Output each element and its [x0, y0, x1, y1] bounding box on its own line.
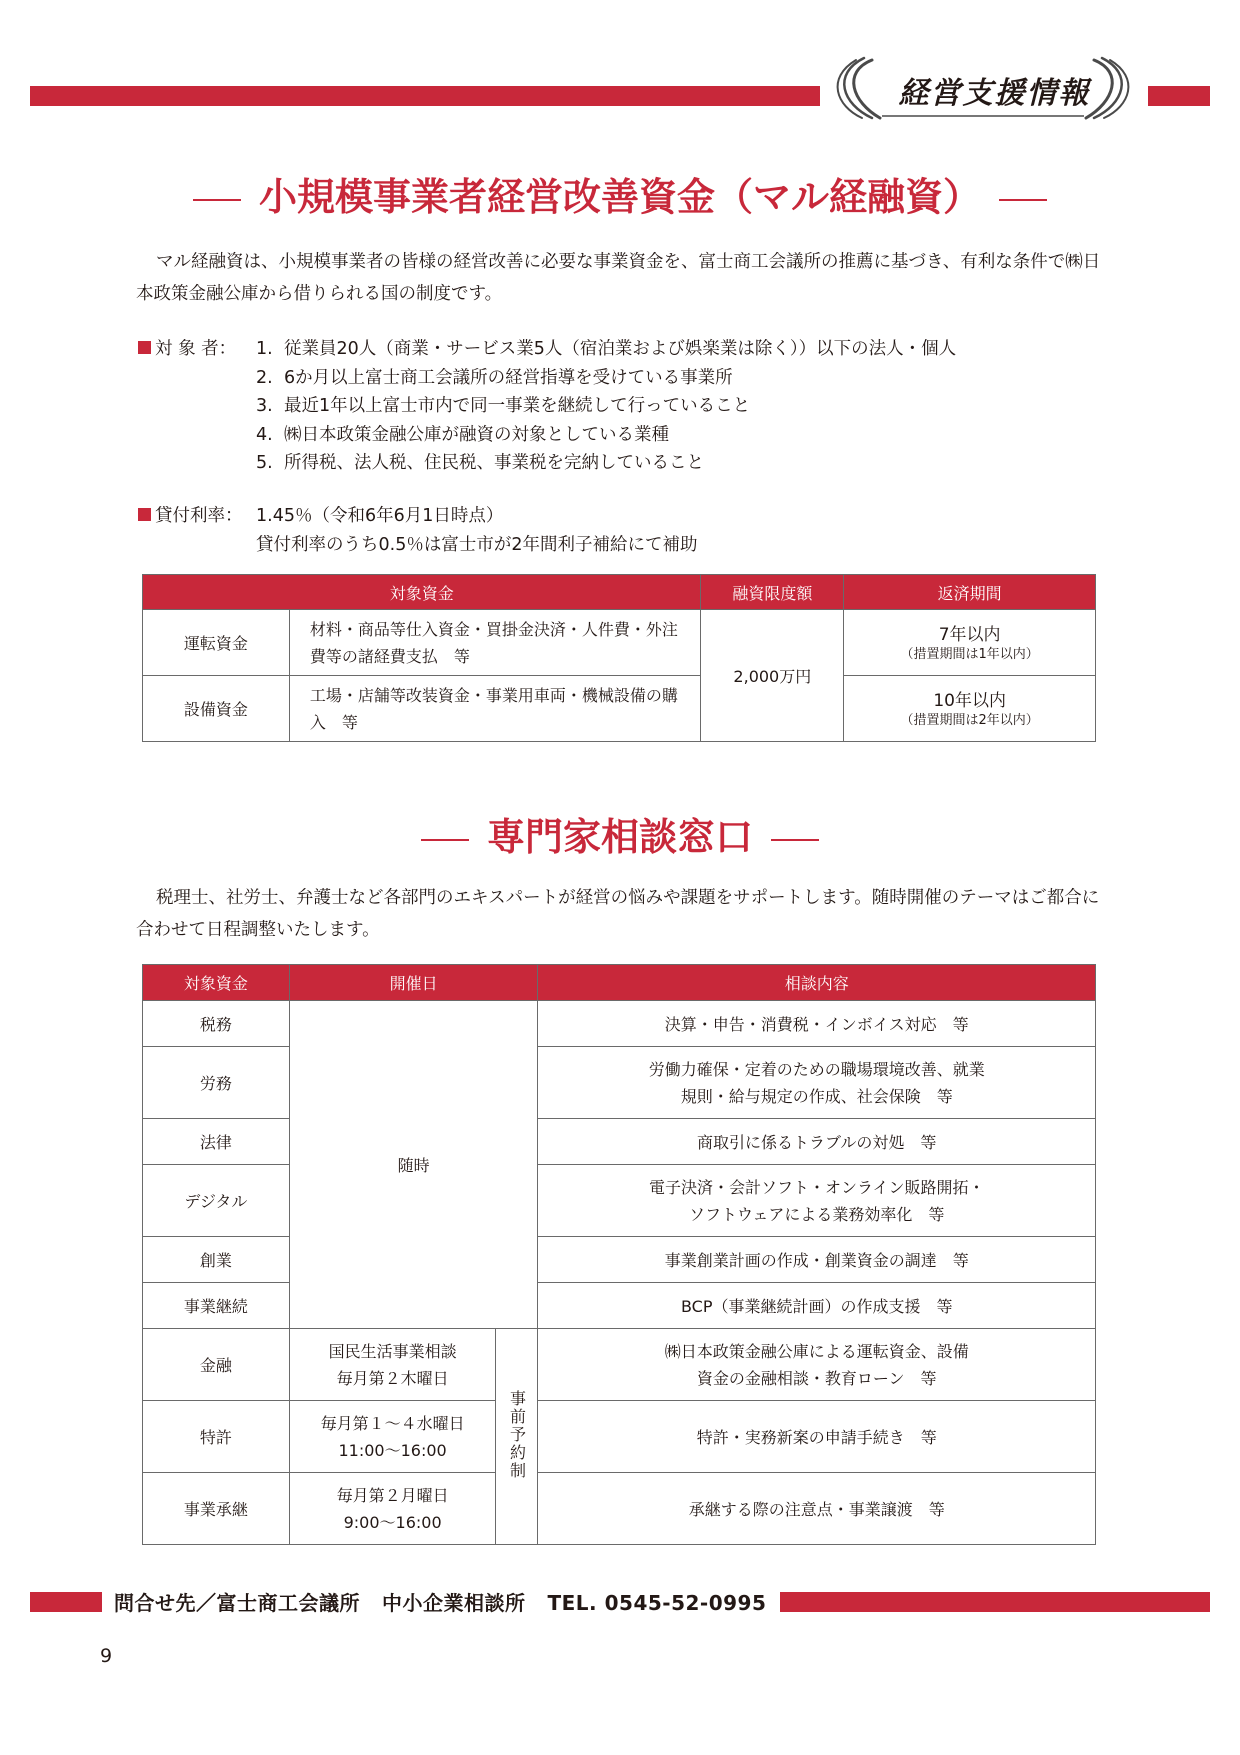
section1-title [0, 166, 1240, 221]
loan-row [143, 610, 1096, 676]
consult-date-line2: 9:00～16:00 [343, 1512, 442, 1532]
section2-title-text: 専門家相談窓口 [486, 815, 753, 859]
consult-type: デジタル [143, 1165, 290, 1237]
header-bar-right [1148, 86, 1210, 106]
loan-type: 運転資金 [143, 610, 290, 676]
consult-header-type: 対象資金 [143, 965, 290, 1001]
loan-type: 設備資金 [143, 676, 290, 742]
header-badge [822, 52, 1144, 122]
section2-title [0, 806, 1240, 861]
consult-header-date: 開催日 [289, 965, 538, 1001]
consult-type: 税務 [143, 1001, 290, 1047]
title-dash-left [421, 839, 469, 841]
rate-row [138, 502, 697, 531]
consult-row [143, 1165, 1096, 1237]
target-text: 所得税、法人税、住民税、事業税を完納していること [284, 453, 704, 473]
loan-desc: 材料・商品等仕入資金・買掛金決済・人件費・外注費等の諸経費支払 等 [289, 610, 701, 676]
target-row-2 [138, 364, 956, 393]
consult-content: 労働力確保・定着のための職場環境改善、就業規則・給与規定の作成、社会保険 等 [538, 1047, 1096, 1119]
loan-period-note: （措置期間は1年以内） [900, 647, 1039, 662]
consult-date-line1: 毎月第２月曜日 [336, 1485, 449, 1505]
loan-period: 7年以内 [938, 625, 1001, 645]
header-bar-left [30, 86, 820, 106]
consult-date-line1: 毎月第１～４水曜日 [320, 1413, 465, 1433]
consult-reservation: 事前予約制 [507, 1389, 527, 1480]
consult-content: 商取引に係るトラブルの対処 等 [538, 1119, 1096, 1165]
consult-content: 事業創業計画の作成・創業資金の調達 等 [538, 1237, 1096, 1283]
target-num: 1. [256, 339, 273, 359]
footer-bar-left [30, 1592, 102, 1612]
rate-note-row [138, 531, 697, 560]
consult-row [143, 1329, 1096, 1401]
consult-anytime: 随時 [289, 1001, 538, 1329]
target-text: ㈱日本政策金融公庫が融資の対象としている業種 [284, 424, 669, 445]
consult-reservation-cell [496, 1329, 538, 1545]
target-row-5 [138, 449, 956, 478]
target-list [138, 335, 956, 478]
target-num: 2. [256, 367, 273, 388]
target-text: 最近1年以上富士市内で同一事業を継続して行っていること [284, 396, 751, 416]
consult-type: 労務 [143, 1047, 290, 1119]
loan-period-note: （措置期間は2年以内） [900, 713, 1039, 728]
target-row-1 [138, 335, 956, 364]
title-dash-right [771, 839, 819, 841]
consult-content: ㈱日本政策金融公庫による運転資金、設備資金の金融相談・教育ローン 等 [538, 1329, 1096, 1401]
loan-header-type: 対象資金 [143, 575, 701, 610]
section1-intro [136, 246, 1108, 310]
consult-date-line2: 11:00～16:00 [338, 1440, 447, 1460]
loan-period: 10年以内 [933, 691, 1006, 711]
footer-office: 中小企業相談所 [382, 1591, 526, 1615]
header-category: 経営支援情報 [898, 76, 1091, 111]
bullet-square-icon [138, 508, 151, 521]
consult-content: 電子決済・会計ソフト・オンライン販路開拓・ソフトウェアによる業務効率化 等 [538, 1165, 1096, 1237]
loan-period-cell [844, 676, 1096, 742]
target-num: 5. [256, 453, 273, 473]
target-label: 対 象 者： [155, 339, 237, 359]
bullet-square-icon [138, 341, 151, 354]
consult-type: 事業承継 [143, 1473, 290, 1545]
consult-table [142, 964, 1096, 1545]
consult-date-line2: 毎月第２木曜日 [336, 1368, 449, 1388]
section1-title-text: 小規模事業者経営改善資金（マル経融資） [258, 175, 981, 219]
consult-row [143, 1401, 1096, 1473]
target-text: 従業員20人（商業・サービス業5人（宿泊業および娯楽業は除く））以下の法人・個人 [284, 339, 957, 359]
consult-content: 決算・申告・消費税・インボイス対応 等 [538, 1001, 1096, 1047]
title-dash-right [999, 199, 1047, 201]
consult-type: 事業継続 [143, 1283, 290, 1329]
footer-tel[interactable]: TEL. 0545-52-0995 [547, 1591, 767, 1615]
consult-date-line1: 国民生活事業相談 [328, 1341, 457, 1361]
loan-row [143, 676, 1096, 742]
loan-table [142, 574, 1096, 742]
target-row-3 [138, 392, 956, 421]
consult-row [143, 1047, 1096, 1119]
loan-limit: 2,000万円 [701, 610, 844, 742]
consult-content: 承継する際の注意点・事業譲渡 等 [538, 1473, 1096, 1545]
consult-type: 特許 [143, 1401, 290, 1473]
page-number: 9 [100, 1645, 113, 1667]
consult-row [143, 1119, 1096, 1165]
title-dash-left [193, 199, 241, 201]
loan-desc: 工場・店舗等改装資金・事業用車両・機械設備の購入 等 [289, 676, 701, 742]
target-text: 6か月以上富士商工会議所の経営指導を受けている事業所 [284, 367, 733, 388]
consult-row [143, 1473, 1096, 1545]
target-row-4 [138, 421, 956, 450]
consult-date [289, 1401, 496, 1473]
section2-intro [136, 882, 1108, 946]
consult-type: 金融 [143, 1329, 290, 1401]
consult-type: 創業 [143, 1237, 290, 1283]
target-num: 4. [256, 424, 273, 445]
consult-date [289, 1329, 496, 1401]
consult-row [143, 1001, 1096, 1047]
section2-intro-text: 税理士、社労士、弁護士など各部門のエキスパートが経営の悩みや課題をサポートします。随時開催のテーマはご都合に合わせて日程調整いたします。 [136, 888, 1100, 940]
consult-type: 法律 [143, 1119, 290, 1165]
consult-content: 特許・実務新案の申請手続き 等 [538, 1401, 1096, 1473]
loan-period-cell [844, 610, 1096, 676]
rate-value: 1.45％（令和6年6月1日時点） [256, 506, 504, 526]
target-num: 3. [256, 396, 273, 416]
consult-row [143, 1283, 1096, 1329]
rate-block [138, 502, 697, 559]
footer-contact-label: 問合せ先／富士商工会議所 [114, 1591, 360, 1615]
consult-header-content: 相談内容 [538, 965, 1096, 1001]
footer-bar-right [780, 1592, 1210, 1612]
footer-contact [114, 1587, 788, 1616]
section1-intro-text: マル経融資は、小規模事業者の皆様の経営改善に必要な事業資金を、富士商工会議所の推薦に基づき、有利な条件で㈱日本政策金融公庫から借りられる国の制度です。 [136, 252, 1101, 304]
loan-header-period: 返済期間 [844, 575, 1096, 610]
consult-row [143, 1237, 1096, 1283]
rate-note: 貸付利率のうち0.5％は富士市が2年間利子補給にて補助 [256, 534, 698, 555]
consult-date [289, 1473, 496, 1545]
consult-content: BCP（事業継続計画）の作成支援 等 [538, 1283, 1096, 1329]
rate-label: 貸付利率： [155, 506, 243, 526]
loan-header-limit: 融資限度額 [701, 575, 844, 610]
